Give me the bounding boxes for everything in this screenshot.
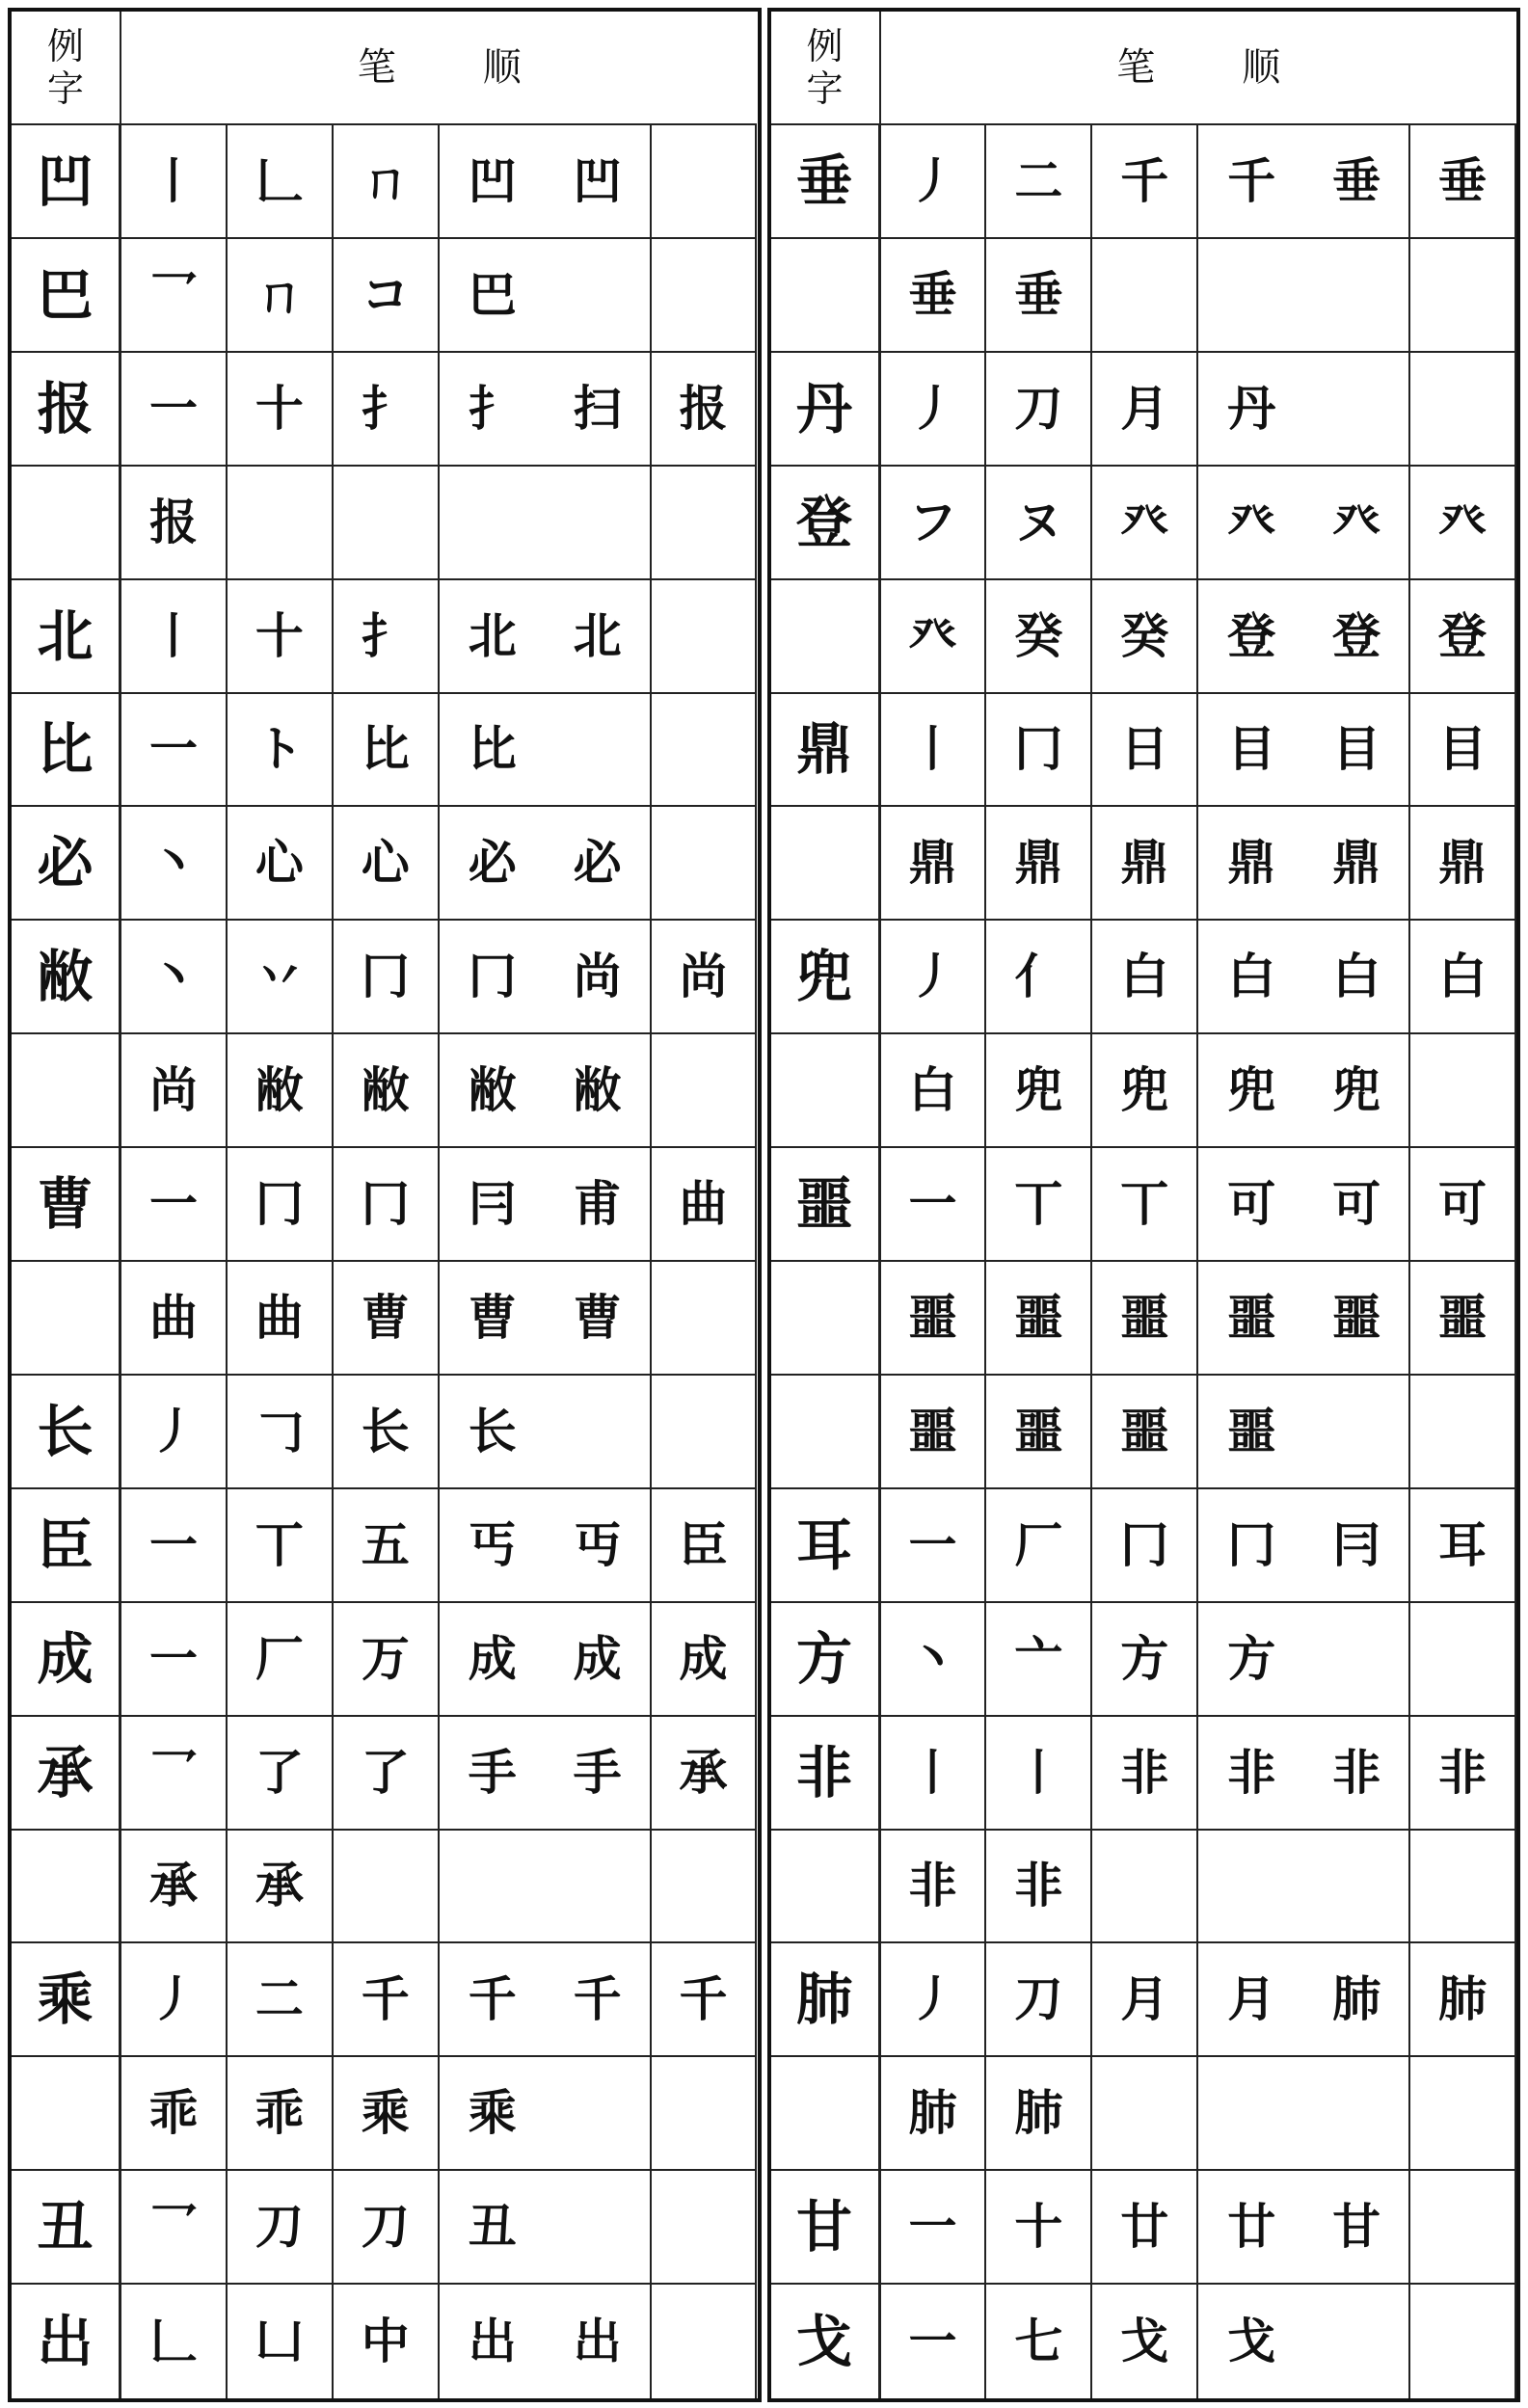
stroke-step-cell: 千 <box>334 1943 440 2057</box>
stroke-step-cell <box>652 239 758 353</box>
stroke-step-cell: 冂 <box>986 694 1092 808</box>
example-char-cell: 敝 <box>12 921 121 1034</box>
stroke-step-cell: 一 <box>121 694 228 808</box>
stroke-step-cell: 丿 <box>121 1943 228 2057</box>
stroke-step-cell: 目 <box>1304 694 1410 808</box>
stroke-step-cell: 扌 <box>334 580 440 694</box>
stroke-step-cell: 冂 <box>334 1148 440 1262</box>
stroke-step-cell: 非 <box>1198 1717 1304 1831</box>
stroke-step-cell: 长 <box>440 1376 546 1489</box>
example-char-cell <box>771 580 881 694</box>
stroke-step-cell: 刀 <box>986 1943 1092 2057</box>
example-char-cell: 必 <box>12 807 121 921</box>
stroke-step-cell: 丿 <box>881 353 987 467</box>
stroke-step-cell: 日 <box>1092 694 1198 808</box>
stroke-step-cell: 厂 <box>986 1489 1092 1603</box>
stroke-step-cell: 𠃌 <box>228 1376 334 1489</box>
stroke-step-cell <box>334 1831 440 1944</box>
example-char-header <box>771 12 881 125</box>
stroke-step-cell: 一 <box>121 1148 228 1262</box>
stroke-step-cell: 癶 <box>1092 467 1198 580</box>
stroke-step-cell: 丨 <box>986 1717 1092 1831</box>
example-char-cell: 登 <box>771 467 881 580</box>
stroke-step-cell: 乛 <box>121 239 228 353</box>
stroke-step-cell: 曲 <box>652 1148 758 1262</box>
stroke-step-cell: 丹 <box>1198 353 1304 467</box>
example-char-cell: 乘 <box>12 1943 121 2057</box>
stroke-step-cell <box>1410 353 1516 467</box>
stroke-step-cell: 白 <box>1092 921 1198 1034</box>
stroke-step-cell: 敝 <box>440 1034 546 1148</box>
stroke-step-cell: 月 <box>1092 353 1198 467</box>
stroke-step-cell: 登 <box>1410 580 1516 694</box>
stroke-step-cell <box>1410 239 1516 353</box>
example-char-cell: 凹 <box>12 125 121 239</box>
order-header-left: 笔 <box>1116 45 1156 90</box>
stroke-step-cell: 肺 <box>986 2057 1092 2171</box>
example-char-cell <box>12 467 121 580</box>
example-char-cell: 比 <box>12 694 121 808</box>
stroke-step-cell: 目 <box>1198 694 1304 808</box>
right-stroke-table <box>767 8 1521 2402</box>
stroke-step-cell: 方 <box>1092 1603 1198 1717</box>
stroke-step-cell <box>652 1831 758 1944</box>
example-header-bottom: 字 <box>46 67 84 110</box>
stroke-step-cell: 千 <box>1092 125 1198 239</box>
example-char-cell: 丹 <box>771 353 881 467</box>
stroke-step-cell: 鼎 <box>881 807 987 921</box>
example-char-cell: 出 <box>12 2285 121 2398</box>
stroke-step-cell: 白 <box>881 1034 987 1148</box>
stroke-step-cell <box>1198 1831 1304 1944</box>
example-char-cell: 成 <box>12 1603 121 1717</box>
stroke-step-cell: 承 <box>228 1831 334 1944</box>
example-char-cell <box>12 1831 121 1944</box>
stroke-step-cell: 凵 <box>228 2285 334 2398</box>
stroke-step-cell: 丨 <box>121 580 228 694</box>
stroke-step-cell: 乛 <box>121 2171 228 2285</box>
stroke-step-cell: 亻 <box>986 921 1092 1034</box>
stroke-step-cell: 丿 <box>881 921 987 1034</box>
stroke-step-cell <box>1304 2285 1410 2398</box>
stroke-step-cell: 千 <box>1198 125 1304 239</box>
stroke-step-cell: 目 <box>1410 694 1516 808</box>
stroke-step-cell: 月 <box>1198 1943 1304 2057</box>
stroke-step-cell: 冂 <box>1092 1489 1198 1603</box>
stroke-step-cell: 登 <box>1198 580 1304 694</box>
stroke-step-cell: 出 <box>468 2313 517 2370</box>
stroke-step-cell: ヌ <box>986 467 1092 580</box>
stroke-step-cell: 噩 <box>1198 1262 1304 1376</box>
stroke-step-cell: 鼎 <box>1198 807 1304 921</box>
stroke-step-cell: 手 <box>440 1717 546 1831</box>
stroke-step-cell: 尚 <box>546 921 652 1034</box>
example-char-cell <box>771 807 881 921</box>
stroke-step-cell: 白 <box>1410 921 1516 1034</box>
stroke-step-cell: 扌 <box>334 353 440 467</box>
stroke-step-cell <box>1304 353 1410 467</box>
stroke-step-cell <box>1410 1034 1516 1148</box>
stroke-step-cell: 耳 <box>1410 1489 1516 1603</box>
stroke-step-cell: 曹 <box>546 1262 652 1376</box>
stroke-step-cell: 冃 <box>1304 1489 1410 1603</box>
stroke-step-cell: 成 <box>440 1603 546 1717</box>
stroke-step-cell: 乖 <box>228 2057 334 2171</box>
stroke-step-cell <box>652 467 758 580</box>
stroke-step-cell: 兜 <box>1304 1034 1410 1148</box>
stroke-step-cell: 白 <box>1304 921 1410 1034</box>
stroke-step-cell: 一 <box>881 2171 987 2285</box>
stroke-step-cell: 北 <box>546 580 652 694</box>
stroke-step-cell: 非 <box>881 1831 987 1944</box>
example-char-cell: 北 <box>12 580 121 694</box>
stroke-step-cell: 癸 <box>1092 580 1198 694</box>
stroke-step-cell: 千 <box>652 1943 758 2057</box>
stroke-step-cell: 𠃊 <box>228 125 334 239</box>
stroke-step-cell: 甫 <box>546 1148 652 1262</box>
stroke-step-cell: 成 <box>652 1603 758 1717</box>
stroke-step-cell: 鼎 <box>986 807 1092 921</box>
stroke-step-cell: 刀 <box>228 2171 334 2285</box>
stroke-step-cell: 乛 <box>121 1717 228 1831</box>
stroke-step-cell <box>546 239 652 353</box>
stroke-step-cell <box>440 1831 546 1944</box>
example-char-cell: 肺 <box>771 1943 881 2057</box>
stroke-step-cell <box>546 694 652 808</box>
stroke-step-cell: 丶 <box>121 921 228 1034</box>
stroke-step-cell: 廿 <box>1198 2171 1304 2285</box>
stroke-step-cell: 七 <box>986 2285 1092 2398</box>
stroke-step-cell: 一 <box>121 353 228 467</box>
stroke-step-cell: 千 <box>440 1943 546 2057</box>
stroke-step-cell: 敝 <box>228 1034 334 1148</box>
stroke-step-cell: 厂 <box>228 1603 334 1717</box>
example-char-cell <box>12 1262 121 1376</box>
stroke-step-cell: 登 <box>1304 580 1410 694</box>
stroke-step-cell: 垂 <box>1304 125 1410 239</box>
stroke-step-cell <box>1410 2057 1516 2171</box>
stroke-step-cell: 刀 <box>986 353 1092 467</box>
stroke-step-cell <box>1304 239 1410 353</box>
stroke-step-cell: 一 <box>881 1489 987 1603</box>
stroke-step-cell: 非 <box>1092 1717 1198 1831</box>
stroke-step-cell <box>652 1376 758 1489</box>
example-char-cell: 报 <box>12 353 121 467</box>
stroke-step-cell: 丅 <box>1092 1148 1198 1262</box>
stroke-step-cell: 肺 <box>1410 1943 1516 2057</box>
example-char-cell <box>771 2057 881 2171</box>
stroke-step-cell: 一 <box>121 1603 228 1717</box>
stroke-step-cell <box>1410 2171 1516 2285</box>
stroke-step-cell: 刀 <box>334 2171 440 2285</box>
stroke-step-cell: 可 <box>1410 1148 1516 1262</box>
stroke-step-cell: 丑 <box>440 2171 546 2285</box>
stroke-step-cell: 了 <box>334 1717 440 1831</box>
stroke-step-cell <box>1092 239 1198 353</box>
stroke-step-cell <box>440 467 546 580</box>
stroke-step-cell: 十 <box>228 580 334 694</box>
stroke-step-cell: 长 <box>334 1376 440 1489</box>
stroke-step-cell: 中 <box>334 2285 440 2398</box>
stroke-step-cell: 承 <box>121 1831 228 1944</box>
order-header-right: 顺 <box>482 45 522 90</box>
stroke-step-cell: 乖 <box>121 2057 228 2171</box>
stroke-step-cell: 万 <box>334 1603 440 1717</box>
stroke-step-cell: ㄇ <box>334 125 440 239</box>
example-char-cell: 耳 <box>771 1489 881 1603</box>
stroke-step-cell <box>1410 1831 1516 1944</box>
stroke-step-cell: 二 <box>986 125 1092 239</box>
stroke-step-cell: 敝 <box>546 1034 652 1148</box>
stroke-step-cell <box>1092 1831 1198 1944</box>
example-char-cell: 戈 <box>771 2285 881 2398</box>
stroke-step-cell: 十 <box>986 2171 1092 2285</box>
stroke-step-cell: 曲 <box>121 1262 228 1376</box>
stroke-step-cell: 肺 <box>881 2057 987 2171</box>
stroke-step-cell <box>1410 2285 1516 2398</box>
stroke-step-cell: 冃 <box>440 1148 546 1262</box>
stroke-step-cell: 癶 <box>881 580 987 694</box>
stroke-step-cell: 丶 <box>881 1603 987 1717</box>
example-char-cell <box>771 1376 881 1489</box>
stroke-step-cell: 垂 <box>881 239 987 353</box>
stroke-step-cell: 十 <box>228 353 334 467</box>
left-stroke-table <box>8 8 762 2402</box>
stroke-step-cell: 北 <box>440 580 546 694</box>
stroke-step-cell: 垂 <box>1410 125 1516 239</box>
stroke-step-cell: 一 <box>881 1148 987 1262</box>
example-char-header <box>12 12 121 125</box>
stroke-step-cell: 曹 <box>334 1262 440 1376</box>
example-char-cell: 方 <box>771 1603 881 1717</box>
stroke-step-cell: コ <box>334 239 440 353</box>
stroke-step-cell: 亠 <box>986 1603 1092 1717</box>
stroke-step-cell: 丿 <box>121 1376 228 1489</box>
stroke-step-cell: 了 <box>228 1717 334 1831</box>
stroke-step-cell: 癶 <box>1304 467 1410 580</box>
example-char-cell <box>12 2057 121 2171</box>
stroke-step-cell <box>334 467 440 580</box>
stroke-step-cell <box>652 125 758 239</box>
stroke-step-cell: 心 <box>334 807 440 921</box>
stroke-step-cell: フ <box>881 467 987 580</box>
stroke-step-cell: 噩 <box>881 1376 987 1489</box>
stroke-order-header <box>881 12 1516 125</box>
stroke-step-cell <box>1410 1376 1516 1489</box>
example-char-cell: 甘 <box>771 2171 881 2285</box>
example-char-cell: 垂 <box>771 125 881 239</box>
example-char-cell: 鼎 <box>771 694 881 808</box>
example-char-cell: 臣 <box>12 1489 121 1603</box>
example-char-cell: 噩 <box>771 1148 881 1262</box>
stroke-step-cell <box>1410 1603 1516 1717</box>
stroke-step-cell: 必 <box>440 807 546 921</box>
stroke-step-cell <box>546 1831 652 1944</box>
stroke-step-cell <box>652 694 758 808</box>
stroke-step-cell: 兜 <box>1198 1034 1304 1148</box>
stroke-step-cell: 冂 <box>228 1148 334 1262</box>
stroke-step-cell <box>228 467 334 580</box>
order-header-left: 笔 <box>357 45 396 90</box>
stroke-step-cell <box>546 467 652 580</box>
stroke-step-cell <box>652 1262 758 1376</box>
stroke-step-cell: 可 <box>1198 1148 1304 1262</box>
stroke-step-cell: 尚 <box>652 921 758 1034</box>
stroke-step-cell: 非 <box>1304 1717 1410 1831</box>
stroke-step-cell <box>546 2057 652 2171</box>
stroke-step-cell: 噩 <box>1092 1376 1198 1489</box>
example-char-cell: 曹 <box>12 1148 121 1262</box>
stroke-step-cell: 一 <box>121 1489 228 1603</box>
stroke-step-cell: 出 <box>546 2285 652 2398</box>
stroke-step-cell: 五 <box>334 1489 440 1603</box>
stroke-step-cell: 非 <box>1410 1717 1516 1831</box>
stroke-step-cell: 噩 <box>881 1262 987 1376</box>
stroke-step-cell: 月 <box>1092 1943 1198 2057</box>
stroke-step-cell: 白 <box>1198 921 1304 1034</box>
stroke-step-cell: 一 <box>881 2285 987 2398</box>
example-char-cell: 承 <box>12 1717 121 1831</box>
example-char-cell: 巴 <box>12 239 121 353</box>
example-char-cell <box>771 239 881 353</box>
stroke-step-cell: 冂 <box>334 921 440 1034</box>
stroke-step-cell: 敝 <box>334 1034 440 1148</box>
stroke-step-cell: 手 <box>546 1717 652 1831</box>
stroke-step-cell: 廿 <box>1092 2171 1198 2285</box>
stroke-step-cell: 丅 <box>986 1148 1092 1262</box>
stroke-step-cell: 丏 <box>546 1489 652 1603</box>
stroke-step-cell: 𠃊 <box>121 2285 228 2398</box>
stroke-step-cell: ㄇ <box>228 239 334 353</box>
stroke-step-cell <box>546 1376 652 1489</box>
example-char-cell <box>771 1262 881 1376</box>
stroke-step-cell: 噩 <box>1410 1262 1516 1376</box>
stroke-step-cell: 丐 <box>440 1489 546 1603</box>
example-header-bottom: 字 <box>806 67 844 110</box>
stroke-step-cell: 乘 <box>440 2057 546 2171</box>
example-header-top: 例 <box>46 25 84 67</box>
stroke-step-cell: 鼎 <box>1092 807 1198 921</box>
example-char-cell: 长 <box>12 1376 121 1489</box>
stroke-step-cell: 鼎 <box>1410 807 1516 921</box>
example-char-cell <box>12 1034 121 1148</box>
stroke-step-cell: 噩 <box>1304 1262 1410 1376</box>
stroke-step-cell: 非 <box>986 1831 1092 1944</box>
stroke-step-cell: 二 <box>228 1943 334 2057</box>
stroke-step-cell <box>1198 239 1304 353</box>
stroke-step-cell: 扌 <box>440 353 546 467</box>
stroke-step-cell: 鼎 <box>1304 807 1410 921</box>
stroke-step-cell: 癸 <box>986 580 1092 694</box>
stroke-step-cell <box>1304 1603 1410 1717</box>
stroke-step-cell: 甘 <box>1304 2171 1410 2285</box>
example-char-cell <box>771 1831 881 1944</box>
stroke-step-cell: 戈 <box>1092 2285 1198 2398</box>
stroke-step-cell: 臣 <box>652 1489 758 1603</box>
stroke-step-cell <box>652 2057 758 2171</box>
stroke-step-cell: 心 <box>228 807 334 921</box>
stroke-step-cell: 曹 <box>440 1262 546 1376</box>
stroke-step-cell <box>652 2171 758 2285</box>
stroke-step-cell <box>652 2285 758 2398</box>
stroke-step-cell: 丨 <box>881 694 987 808</box>
stroke-step-cell: 垂 <box>986 239 1092 353</box>
stroke-step-cell: 冂 <box>440 921 546 1034</box>
stroke-step-cell <box>546 2171 652 2285</box>
stroke-step-cell: 兜 <box>986 1034 1092 1148</box>
stroke-step-cell: 丶 <box>121 807 228 921</box>
order-header-right: 顺 <box>1242 45 1281 90</box>
stroke-step-cell: 噩 <box>986 1262 1092 1376</box>
stroke-step-cell: 承 <box>652 1717 758 1831</box>
stroke-step-cell: 噩 <box>1198 1376 1304 1489</box>
stroke-step-cell: 曲 <box>228 1262 334 1376</box>
stroke-step-cell <box>1198 2057 1304 2171</box>
stroke-step-cell <box>1304 1831 1410 1944</box>
stroke-step-cell: 扫 <box>546 353 652 467</box>
stroke-step-cell: 凹 <box>440 125 546 239</box>
stroke-step-cell: 千 <box>546 1943 652 2057</box>
example-char-cell <box>771 1034 881 1148</box>
stroke-step-cell: 癶 <box>1410 467 1516 580</box>
example-char-cell: 非 <box>771 1717 881 1831</box>
stroke-step-cell: 戈 <box>1227 2313 1276 2370</box>
stroke-step-cell: 比 <box>440 694 546 808</box>
stroke-step-cell: 报 <box>121 467 228 580</box>
stroke-step-cell: 报 <box>652 353 758 467</box>
stroke-step-cell: 丷 <box>228 921 334 1034</box>
stroke-order-header <box>121 12 757 125</box>
stroke-step-cell: 成 <box>546 1603 652 1717</box>
stroke-step-cell: 丿 <box>881 125 987 239</box>
stroke-step-cell: 凹 <box>546 125 652 239</box>
stroke-step-cell <box>1304 2057 1410 2171</box>
stroke-step-cell: 巴 <box>440 239 546 353</box>
stroke-step-cell <box>652 1034 758 1148</box>
stroke-step-cell: 乘 <box>334 2057 440 2171</box>
stroke-step-cell: 必 <box>546 807 652 921</box>
stroke-step-cell: 尚 <box>121 1034 228 1148</box>
stroke-step-cell: 比 <box>334 694 440 808</box>
example-header-top: 例 <box>806 25 844 67</box>
stroke-step-cell: 丨 <box>881 1717 987 1831</box>
stroke-step-cell: 噩 <box>1092 1262 1198 1376</box>
stroke-step-cell: 可 <box>1304 1148 1410 1262</box>
stroke-step-cell: 癶 <box>1198 467 1304 580</box>
stroke-step-cell <box>652 580 758 694</box>
stroke-step-cell: ト <box>228 694 334 808</box>
stroke-step-cell <box>1092 2057 1198 2171</box>
stroke-step-cell <box>1304 1376 1410 1489</box>
stroke-step-cell: 丨 <box>121 125 228 239</box>
stroke-step-cell <box>652 807 758 921</box>
stroke-step-cell: 肺 <box>1304 1943 1410 2057</box>
stroke-step-cell: 丅 <box>228 1489 334 1603</box>
example-char-cell: 丑 <box>12 2171 121 2285</box>
stroke-step-cell: 丿 <box>881 1943 987 2057</box>
stroke-step-cell: 兜 <box>1092 1034 1198 1148</box>
stroke-step-cell: 冂 <box>1198 1489 1304 1603</box>
stroke-step-cell: 噩 <box>986 1376 1092 1489</box>
example-char-cell: 兜 <box>771 921 881 1034</box>
stroke-step-cell: 方 <box>1198 1603 1304 1717</box>
